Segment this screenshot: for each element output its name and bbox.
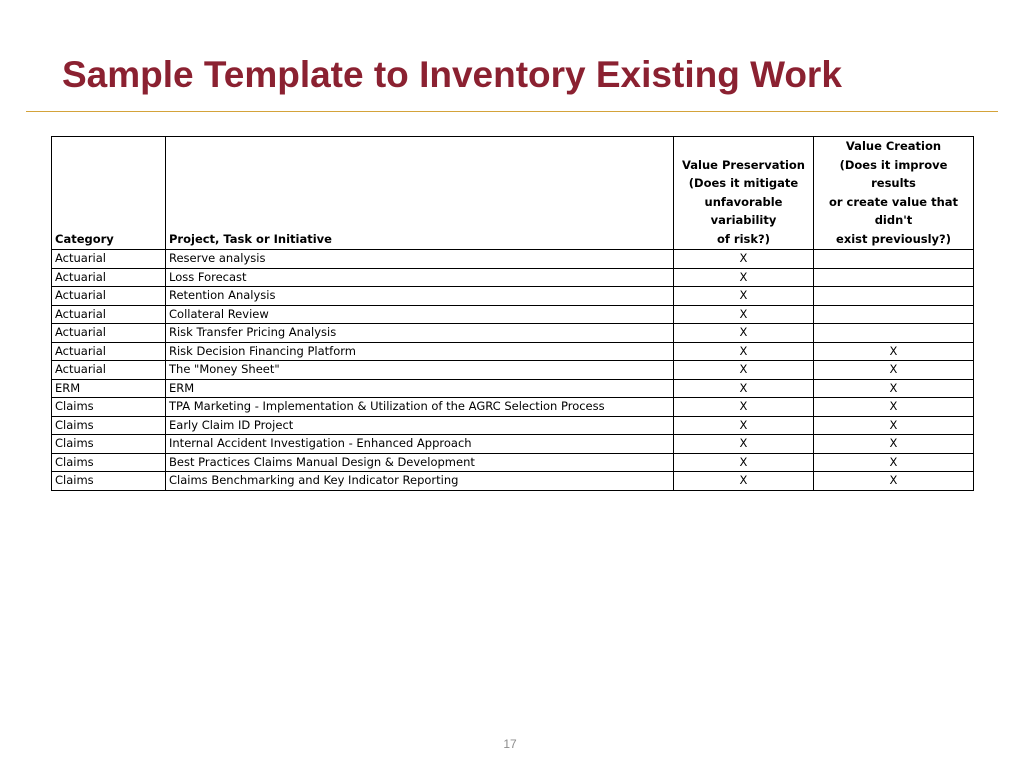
- project-cell: Collateral Review: [166, 305, 674, 324]
- table-row: [52, 453, 974, 472]
- project-cell: Best Practices Claims Manual Design & Development: [166, 453, 674, 472]
- header-value-creation-line: Value Creation: [845, 139, 942, 153]
- table-row: [52, 416, 974, 435]
- value-preservation-cell: X: [674, 472, 814, 491]
- table-row: [52, 287, 974, 306]
- table-row: [52, 379, 974, 398]
- value-creation-cell: [814, 268, 974, 287]
- project-cell: Internal Accident Investigation - Enhanced Approach: [166, 435, 674, 454]
- table-row: [52, 250, 974, 269]
- table-row: [52, 268, 974, 287]
- category-cell: Actuarial: [52, 287, 166, 306]
- value-preservation-cell: X: [674, 268, 814, 287]
- project-cell: The "Money Sheet": [166, 361, 674, 380]
- table-row: [52, 342, 974, 361]
- table-row: [52, 398, 974, 417]
- category-cell: Actuarial: [52, 268, 166, 287]
- value-preservation-cell: X: [674, 287, 814, 306]
- header-value-preservation: [674, 137, 814, 250]
- value-creation-cell: [814, 324, 974, 343]
- value-creation-cell: X: [814, 361, 974, 380]
- value-creation-cell: X: [814, 472, 974, 491]
- header-value-preservation-line: unfavorable variability: [704, 194, 783, 227]
- value-creation-cell: X: [814, 453, 974, 472]
- category-cell: Claims: [52, 398, 166, 417]
- table-row: [52, 324, 974, 343]
- project-cell: Risk Decision Financing Platform: [166, 342, 674, 361]
- value-creation-cell: [814, 250, 974, 269]
- value-preservation-cell: X: [674, 435, 814, 454]
- table-row: [52, 472, 974, 491]
- header-value-creation: [814, 137, 974, 250]
- header-value-preservation-line: of risk?): [717, 231, 770, 246]
- category-cell: Claims: [52, 416, 166, 435]
- value-creation-cell: [814, 287, 974, 306]
- category-cell: ERM: [52, 379, 166, 398]
- inventory-table: [51, 136, 974, 491]
- value-creation-cell: X: [814, 379, 974, 398]
- category-cell: Actuarial: [52, 361, 166, 380]
- project-cell: Loss Forecast: [166, 268, 674, 287]
- table-header-row: [52, 137, 974, 250]
- header-value-creation-line: exist previously?): [836, 231, 951, 246]
- project-cell: Claims Benchmarking and Key Indicator Reporting: [166, 472, 674, 491]
- category-cell: Claims: [52, 435, 166, 454]
- category-cell: Claims: [52, 472, 166, 491]
- value-preservation-cell: X: [674, 398, 814, 417]
- header-value-preservation-line: (Does it mitigate: [688, 176, 799, 190]
- category-cell: Claims: [52, 453, 166, 472]
- value-preservation-cell: X: [674, 379, 814, 398]
- header-value-creation-line: or create value that didn't: [828, 194, 959, 227]
- project-cell: Early Claim ID Project: [166, 416, 674, 435]
- table-row: [52, 361, 974, 380]
- category-cell: Actuarial: [52, 342, 166, 361]
- project-cell: Retention Analysis: [166, 287, 674, 306]
- value-creation-cell: X: [814, 398, 974, 417]
- project-cell: ERM: [166, 379, 674, 398]
- value-preservation-cell: X: [674, 361, 814, 380]
- header-value-creation-line: (Does it improve results: [839, 157, 948, 190]
- project-cell: TPA Marketing - Implementation & Utilization of the AGRC Selection Process: [166, 398, 674, 417]
- value-creation-cell: X: [814, 416, 974, 435]
- category-cell: Actuarial: [52, 324, 166, 343]
- value-preservation-cell: X: [674, 342, 814, 361]
- header-project: Project, Task or Initiative: [166, 137, 674, 250]
- value-creation-cell: X: [814, 342, 974, 361]
- value-preservation-cell: X: [674, 305, 814, 324]
- header-category: Category: [52, 137, 166, 250]
- project-cell: Reserve analysis: [166, 250, 674, 269]
- title-divider: [26, 111, 998, 112]
- value-creation-cell: X: [814, 435, 974, 454]
- value-creation-cell: [814, 305, 974, 324]
- project-cell: Risk Transfer Pricing Analysis: [166, 324, 674, 343]
- page-number: 17: [503, 737, 517, 751]
- value-preservation-cell: X: [674, 416, 814, 435]
- value-preservation-cell: X: [674, 250, 814, 269]
- table-row: [52, 435, 974, 454]
- category-cell: Actuarial: [52, 250, 166, 269]
- value-preservation-cell: X: [674, 453, 814, 472]
- header-value-preservation-line: Value Preservation: [682, 157, 805, 172]
- slide-title: Sample Template to Inventory Existing Work: [62, 54, 842, 95]
- value-preservation-cell: X: [674, 324, 814, 343]
- table-row: [52, 305, 974, 324]
- category-cell: Actuarial: [52, 305, 166, 324]
